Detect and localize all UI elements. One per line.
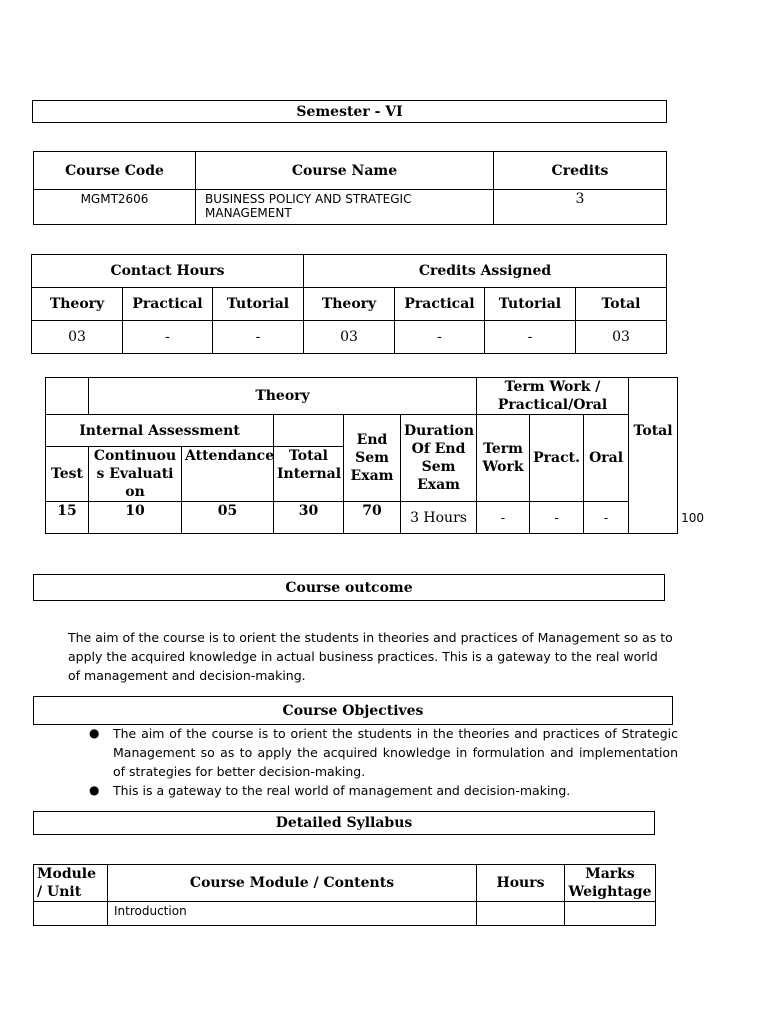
cell-practical-credits: - xyxy=(395,321,485,354)
hours-table xyxy=(31,254,667,354)
cell-module-unit xyxy=(34,902,108,926)
course-objectives-title: Course Objectives xyxy=(33,696,673,725)
cell-tutorial-credits: - xyxy=(485,321,576,354)
cell-credits: 3 xyxy=(494,190,667,225)
objective-text: The aim of the course is to orient the students in the theories and practices of Strategic Management so as to apply the acquired knowledge in formulation and implementation of strategies for better decision-making. xyxy=(113,726,678,779)
pract-header: Pract. xyxy=(530,415,584,502)
bullet-icon: ● xyxy=(89,726,100,740)
course-outcome-title: Course outcome xyxy=(33,574,665,601)
credits-assigned-header: Credits Assigned xyxy=(304,255,667,288)
cell-module-contents: Introduction xyxy=(108,902,477,926)
header-marks-weightage: Marks Weightage xyxy=(565,865,656,902)
total-header: Total xyxy=(629,378,678,534)
total-internal-header: Total Internal xyxy=(274,447,344,502)
syllabus-table xyxy=(33,864,656,926)
term-work-header: Term Work xyxy=(477,415,530,502)
oral-header: Oral xyxy=(584,415,629,502)
header-practical: Practical xyxy=(123,288,213,321)
value-end-sem: 70 xyxy=(344,502,401,534)
termwork-group-header: Term Work / Practical/Oral xyxy=(477,378,629,415)
exam-scheme-table: Theory Term Work / Practical/Oral Total Internal Assessment End Sem Exam Duration Of End Sem Exam Term Work Pract. Oral Test Continuous Evaluation Attendance Total Internal 15 10 05 30 70 3 Hours - - - 100 xyxy=(45,377,678,534)
duration-header: Duration Of End Sem Exam xyxy=(401,415,477,502)
test-header: Test xyxy=(46,447,89,502)
header-hours: Hours xyxy=(477,865,565,902)
value-total-internal: 30 xyxy=(274,502,344,534)
header-tutorial: Tutorial xyxy=(213,288,304,321)
cell-course-code: MGMT2606 xyxy=(34,190,196,225)
continuous-evaluation-header: Continuous Evaluation xyxy=(89,447,182,502)
attendance-header: Attendance xyxy=(182,447,274,502)
value-pract: - xyxy=(530,502,584,534)
bullet-icon: ● xyxy=(89,783,100,797)
header-module-unit: Module / Unit xyxy=(34,865,108,902)
blank-internal xyxy=(274,415,344,447)
blank-corner xyxy=(46,378,89,415)
objective-text: This is a gateway to the real world of management and decision-making. xyxy=(113,783,571,798)
list-item xyxy=(89,781,678,800)
semester-title: Semester - VI xyxy=(32,100,667,123)
header-credits: Credits xyxy=(494,152,667,190)
value-duration: 3 Hours xyxy=(401,502,477,534)
header-theory: Theory xyxy=(32,288,123,321)
value-term-work: - xyxy=(477,502,530,534)
objectives-list xyxy=(89,724,678,800)
cell-theory-credits: 03 xyxy=(304,321,395,354)
header-course-name: Course Name xyxy=(196,152,494,190)
cell-marks-weightage xyxy=(565,902,656,926)
value-test: 15 xyxy=(46,502,89,534)
header-practical-credits: Practical xyxy=(395,288,485,321)
cell-tutorial-hours: - xyxy=(213,321,304,354)
detailed-syllabus-title: Detailed Syllabus xyxy=(33,811,655,835)
header-module-contents: Course Module / Contents xyxy=(108,865,477,902)
cell-practical-hours: - xyxy=(123,321,213,354)
value-oral: - xyxy=(584,502,629,534)
cell-theory-hours: 03 xyxy=(32,321,123,354)
theory-group-header: Theory xyxy=(89,378,477,415)
header-tutorial-credits: Tutorial xyxy=(485,288,576,321)
value-continuous: 10 xyxy=(89,502,182,534)
list-item xyxy=(89,724,678,781)
course-outcome-text: The aim of the course is to orient the students in theories and practices of Management so as to apply the acquired knowledge in actual business practices. This is a gateway to the real world of management and decision-making. xyxy=(68,630,673,683)
internal-assessment-header: Internal Assessment xyxy=(46,415,274,447)
cell-course-name: BUSINESS POLICY AND STRATEGIC MANAGEMENT xyxy=(196,190,494,225)
value-attendance: 05 xyxy=(182,502,274,534)
contact-hours-header: Contact Hours xyxy=(32,255,304,288)
header-theory-credits: Theory xyxy=(304,288,395,321)
cell-hours xyxy=(477,902,565,926)
cell-total-credits: 03 xyxy=(576,321,667,354)
header-course-code: Course Code xyxy=(34,152,196,190)
course-table xyxy=(33,151,667,225)
header-total-credits: Total xyxy=(576,288,667,321)
end-sem-header: End Sem Exam xyxy=(344,415,401,502)
